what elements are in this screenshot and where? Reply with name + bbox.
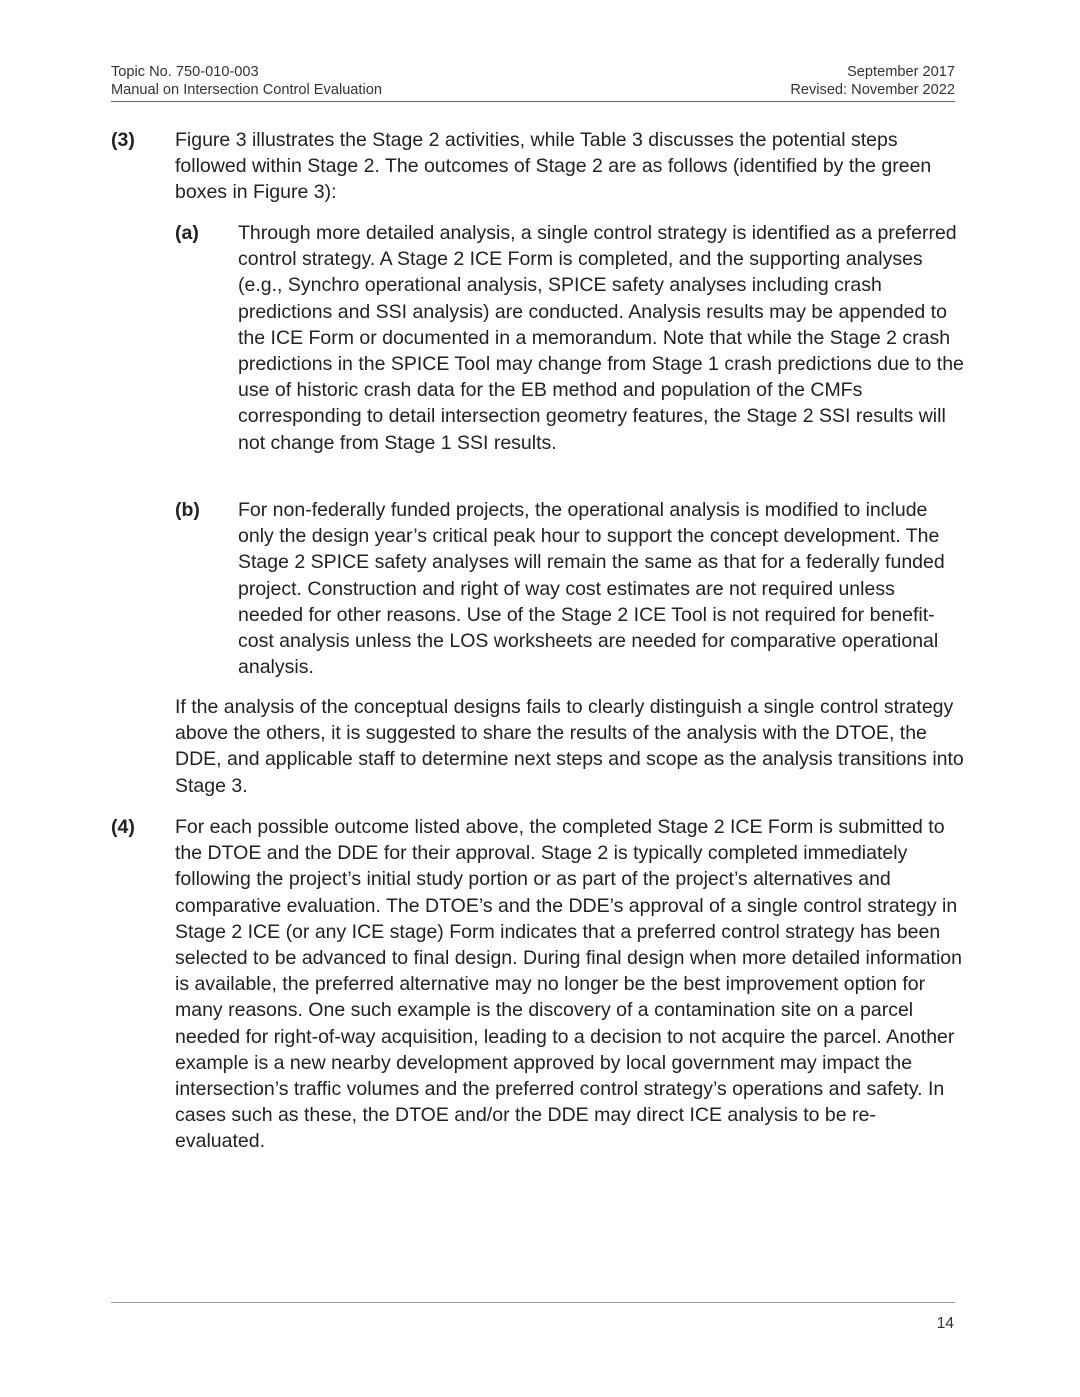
section-4-number: (4)	[111, 816, 135, 838]
item-b-label: (b)	[175, 499, 200, 521]
publication-date: September 2017	[847, 64, 955, 80]
manual-title: Manual on Intersection Control Evaluation	[111, 82, 382, 98]
header-left	[111, 63, 382, 99]
item-a-label: (a)	[175, 222, 199, 244]
section-3-closing: If the analysis of the conceptual designs fails to clearly distinguish a single control strategy above the others, it is suggested to share the results of the analysis with the DTOE, the DDE, and applicable staff to determine next steps and scope as the analysis transitions into Stage 3.	[175, 696, 964, 797]
section-3-number: (3)	[111, 129, 135, 151]
item-b-text: For non-federally funded projects, the operational analysis is modified to include only the design year’s critical peak hour to support the concept development. The Stage 2 SPICE safety analyses will remain the same as that for a federally funded project. Construction and right of way cost estimates are not required unless needed for other reasons. Use of the Stage 2 ICE Tool is not required for benefit-cost analysis unless the LOS worksheets are needed for comparative operational analysis.	[238, 499, 945, 679]
topic-number: Topic No. 750-010-003	[111, 64, 259, 80]
section-3-text: Figure 3 illustrates the Stage 2 activities, while Table 3 discusses the potential steps followed within Stage 2. The outcomes of Stage 2 are as follows (identified by the green boxes in Figure 3):	[175, 129, 932, 204]
footer-divider	[111, 1302, 955, 1303]
page-header	[111, 63, 955, 102]
section-4-text: For each possible outcome listed above, the completed Stage 2 ICE Form is submitted to the DTOE and the DDE for their approval. Stage 2 is typically completed immediately following the project’s initial study portion or as part of the project’s alternatives and comparative evaluation. The DTOE’s and the DDE’s approval of a single control strategy in Stage 2 ICE (or any ICE stage) Form indicates that a preferred control strategy has been selected to be advanced to final design. During final design when more detailed information is available, the preferred alternative may no longer be the best improvement option for many reasons. One such example is the discovery of a contamination site on a parcel needed for right-of-way acquisition, leading to a decision to not acquire the parcel. Another example is a new nearby development approved by local government may impact the intersection’s traffic volumes and the preferred control strategy’s operations and safety. In cases such as these, the DTOE and/or the DDE may direct ICE analysis to be re-evaluated.	[175, 816, 962, 1153]
revision-date: Revised: November 2022	[790, 82, 955, 98]
header-right	[790, 63, 955, 99]
item-a-text: Through more detailed analysis, a single control strategy is identified as a preferred control strategy. A Stage 2 ICE Form is completed, and the supporting analyses (e.g., Synchro operational analysis, SPICE safety analyses including crash predictions and SSI analysis) are conducted. Analysis results may be appended to the ICE Form or documented in a memorandum. Note that while the Stage 2 crash predictions in the SPICE Tool may change from Stage 1 crash predictions due to the use of historic crash data for the EB method and population of the CMFs corresponding to detail intersection geometry features, the Stage 2 SSI results will not change from Stage 1 SSI results.	[238, 222, 964, 454]
page-number: 14	[936, 1315, 954, 1332]
